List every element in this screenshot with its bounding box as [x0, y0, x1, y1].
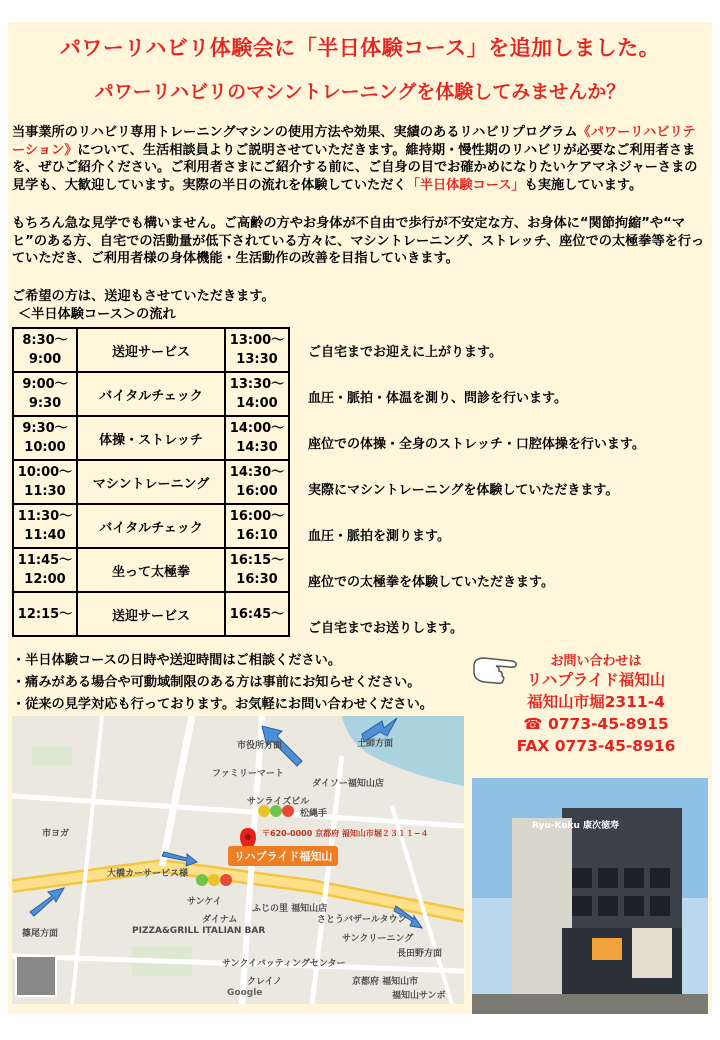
afternoon-time-line: 16:10: [236, 528, 278, 543]
afternoon-time: [225, 372, 289, 416]
activity-name-line: バイタルチェック: [99, 388, 203, 404]
contact-box: [490, 650, 702, 757]
morning-time-line: 8:30～: [22, 333, 68, 348]
afternoon-time: [225, 504, 289, 548]
map-label: サンクリーニング: [342, 934, 414, 944]
map-label: 市ヨガ: [42, 829, 70, 839]
schedule-row: [13, 504, 289, 548]
note-item: ・従来の見学対応も行っております。お気軽にお問い合わせください。: [12, 697, 433, 712]
location-map[interactable]: [12, 716, 464, 1004]
activity-name: [77, 548, 225, 592]
map-label: ダイナム: [202, 915, 238, 925]
building-illustration: [472, 778, 708, 1014]
map-label: 京都府 福知山市: [352, 977, 419, 987]
map-label: 長田野方面: [397, 949, 443, 959]
morning-time: [13, 372, 77, 416]
notes-list: [12, 650, 433, 716]
intro-text-b: について、生活相談員よりご説明させていただきます。維持期・慢性期のリハビリが必要なご利用者さまを、ぜひご紹介ください。ご利用者さまにご紹介する前に、ご自身の目でお確かめになりたいケアマネジャーさまの見学も、大歓迎しています。実際の半日の流れを体験していただく: [12, 142, 698, 193]
afternoon-time-line: 13:30: [236, 352, 278, 367]
schedule-description: ご自宅までお送りします。: [308, 620, 463, 636]
map-label: クレイノ: [247, 977, 283, 987]
morning-time: [13, 548, 77, 592]
activity-name: [77, 592, 225, 636]
map-label: 土師方面: [357, 739, 394, 749]
subheadline: パワーリハビリのマシントレーニングを体験してみませんか？: [94, 81, 626, 103]
map-pin-address: 〒620-0000 京都府 福知山市堀２３１１−４: [262, 829, 429, 838]
afternoon-time-line: 16:15～: [229, 553, 285, 568]
schedule-row: [13, 548, 289, 592]
contact-name: リハプライド福知山: [526, 671, 666, 689]
afternoon-time-line: 13:30～: [229, 377, 285, 392]
afternoon-time-line: 14:30: [236, 440, 278, 455]
map-pin-label: リハプライド福知山: [228, 846, 338, 866]
map-label: 松縄手: [300, 809, 328, 819]
intro-text-a: 当事業所のリハビリ専用トレーニングマシンの使用方法や効果、実績のあるリハビリプログラム: [12, 125, 578, 140]
activity-name-line: マシントレーニング: [92, 476, 210, 492]
afternoon-time-line: 16:00～: [229, 509, 285, 524]
schedule-description: 座位での体操・全身のストレッチ・口腔体操を行います。: [308, 436, 645, 452]
note-item: ・半日体験コースの日時や送迎時間はご相談ください。: [12, 653, 342, 668]
activity-name: [77, 416, 225, 460]
activity-name: [77, 372, 225, 416]
schedule-descriptions: [308, 327, 708, 649]
morning-time: [13, 328, 77, 372]
morning-time-line: 9:00～: [22, 377, 68, 392]
afternoon-time-line: 16:45～: [229, 606, 285, 622]
schedule-row: [13, 328, 289, 372]
intro-paragraph-1: [12, 124, 708, 194]
pickup-note: ご希望の方は、送迎もさせていただきます。: [12, 289, 275, 304]
power-rehab-highlight: 《パワーリハビリテーション》: [12, 125, 696, 158]
activity-name: [77, 504, 225, 548]
afternoon-time: [225, 328, 289, 372]
morning-time: [13, 416, 77, 460]
intro-paragraph-2: もちろん急な見学でも構いません。ご高齢の方やお身体が不自由で歩行が不安定な方、お身体に“関節拘縮”や“マヒ”のある方、自宅での活動量が低下されている方々に、マシントレーニング、ストレッチ、座位での太極拳等を行っていただき、ご利用者様の身体機能・生活動作の改善を目指していきます。: [12, 216, 705, 266]
activity-name: [77, 460, 225, 504]
morning-time-line: 12:15～: [17, 606, 73, 622]
afternoon-time-line: 14:30～: [229, 465, 285, 480]
map-label: ふじの里 福知山店: [252, 904, 328, 914]
schedule-description: 実際にマシントレーニングを体験していただきます。: [308, 482, 619, 498]
morning-time-line: 11:40: [24, 528, 66, 543]
activity-name-line: バイタルチェック: [99, 520, 203, 536]
afternoon-time-line: 14:00～: [229, 421, 285, 436]
morning-time-line: 9:30～: [22, 421, 68, 436]
schedule-row: [13, 460, 289, 504]
morning-time-line: 11:30: [24, 484, 66, 499]
note-item: ・痛みがある場合や可動域制限のある方は事前にお知らせください。: [12, 675, 421, 690]
schedule-description: 血圧・脈拍・体温を測り、問診を行います。: [308, 390, 567, 406]
activity-name-line: 送迎サービス: [111, 608, 190, 624]
activity-name-line: 送迎サービス: [111, 344, 190, 360]
facility-photo: [472, 778, 708, 1014]
morning-time-line: 10:00: [24, 440, 66, 455]
building-sign: Ryu-Koku 康次徳寿: [532, 821, 620, 831]
morning-time: [13, 460, 77, 504]
schedule-table: [12, 327, 290, 637]
schedule-row: [13, 416, 289, 460]
map-label: 市役所方面: [237, 741, 283, 751]
morning-time-line: 12:00: [24, 572, 66, 587]
half-day-course-highlight: 「半日体験コース」: [406, 177, 525, 193]
intro-text-c: も実施しています。: [524, 177, 643, 193]
flyer-page: [8, 22, 712, 1014]
contact-tel[interactable]: ☎ 0773-45-8915: [523, 715, 669, 733]
headline: パワーリハビリ体験会に「半日体験コース」を追加しました。: [59, 36, 661, 60]
afternoon-time-line: 16:30: [236, 572, 278, 587]
activity-name-line: 坐って太極拳: [111, 564, 190, 580]
activity-name-line: 体操・ストレッチ: [99, 432, 203, 448]
activity-name: [77, 328, 225, 372]
map-label: 篠尾方面: [22, 929, 59, 939]
afternoon-time: [225, 548, 289, 592]
flow-label: ＜半日体験コース＞の流れ: [18, 307, 176, 322]
morning-time-line: 11:45～: [17, 553, 73, 568]
morning-time: [13, 504, 77, 548]
afternoon-time-line: 16:00: [236, 484, 278, 499]
contact-address: 福知山市堀2311-4: [527, 693, 665, 711]
map-label: サンケイ: [187, 897, 222, 907]
afternoon-time: [225, 592, 289, 636]
afternoon-time-line: 14:00: [236, 396, 278, 411]
morning-time-line: 9:30: [28, 396, 62, 411]
map-label: ダイソー福知山店: [312, 779, 384, 789]
schedule-description: ご自宅までお迎えに上がります。: [308, 344, 502, 360]
map-label: 大橋カーサービス様: [107, 869, 189, 879]
afternoon-time-line: 13:00～: [229, 333, 285, 348]
morning-time-line: 9:00: [28, 352, 62, 367]
map-label: サンクイバッティングセンター: [222, 959, 346, 969]
schedule-description: 座位での太極拳を体験していただきます。: [308, 574, 554, 590]
schedule-description: 血圧・脈拍を測ります。: [308, 528, 450, 544]
morning-time-line: 11:30～: [17, 509, 73, 524]
map-label: サンライズビル: [247, 797, 310, 807]
morning-time-line: 10:00～: [17, 465, 73, 480]
google-logo: Google: [227, 988, 263, 998]
afternoon-time: [225, 416, 289, 460]
map-label: ファミリーマート: [212, 769, 284, 779]
contact-fax: FAX 0773-45-8916: [516, 737, 676, 755]
morning-time: [13, 592, 77, 636]
schedule-row: [13, 592, 289, 636]
schedule-row: [13, 372, 289, 416]
afternoon-time: [225, 460, 289, 504]
contact-heading: お問い合わせは: [550, 654, 642, 669]
map-label: PIZZA&GRILL ITALIAN BAR: [132, 926, 266, 936]
map-label: 福知山サンボ: [392, 991, 446, 1001]
map-label: さとうバザールタウン: [317, 915, 407, 925]
